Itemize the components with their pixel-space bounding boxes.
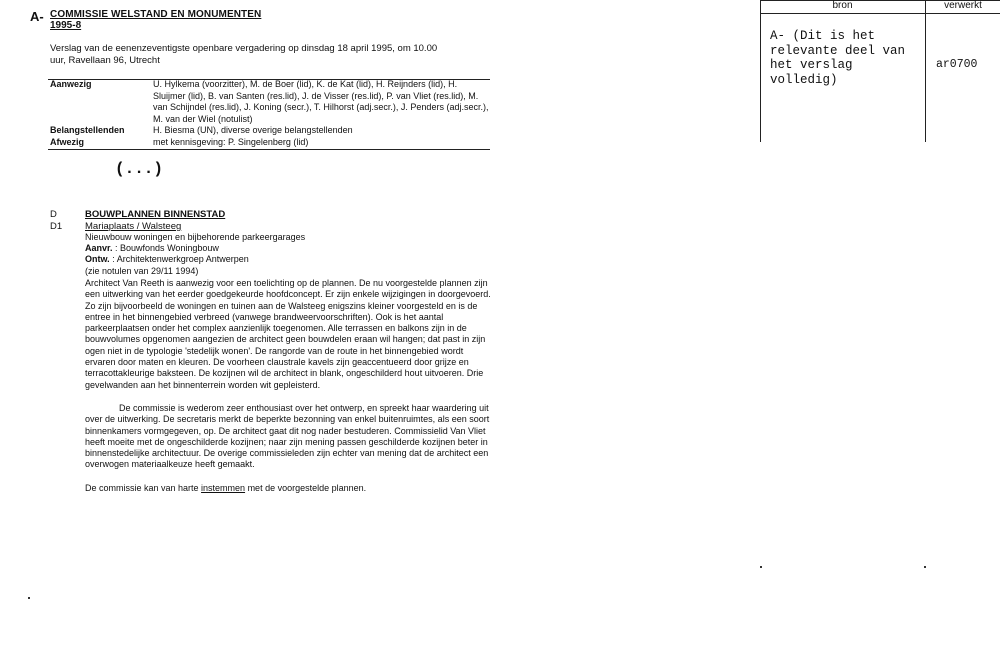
divider bbox=[48, 149, 490, 150]
attendance-label-interested: Belangstellenden bbox=[50, 125, 125, 135]
committee-opinion-paragraph: De commissie is wederom zeer enthousiast over het ontwerp, en spreekt haar waardering uit over de uitwerking. De secretaris merkt de beperkte bezonning van enkel buitenruimtes, als een soort binnenkamers vormgegeven, op. De architect gaat dit nog nader bestuderen. Commissielid Van Vliet heeft moeite met de ongeschilderde kozijnen; naar zijn mening passen geschilderde kozijnen beter in binnenstedelijke architectuur. De overige commissieleden zijn echter van mening dat de architect een overwogen materiaalkeuze heeft gemaakt. bbox=[85, 403, 490, 470]
column-header-processed: verwerkt bbox=[944, 0, 982, 11]
conclusion-text: met de voorgestelde plannen. bbox=[245, 483, 367, 493]
archive-reference: ar0700 bbox=[936, 58, 978, 71]
document-title: COMMISSIE WELSTAND EN MONUMENTEN bbox=[50, 9, 262, 20]
scan-speck bbox=[924, 566, 926, 568]
table-border bbox=[760, 0, 761, 142]
conclusion-text: De commissie kan van harte bbox=[85, 483, 202, 493]
subsection-code: D1 bbox=[50, 221, 63, 232]
omission-marker: (...) bbox=[115, 160, 164, 178]
designer-line bbox=[85, 254, 249, 264]
attendance-interested-list: H. Biesma (UN), diverse overige belangstellenden bbox=[153, 125, 353, 135]
applicant-label: Aanvr. bbox=[85, 243, 113, 253]
section-code: D bbox=[50, 209, 57, 220]
intro-line: uur, Ravellaan 96, Utrecht bbox=[50, 55, 160, 66]
designer-label: Ontw. bbox=[85, 254, 110, 264]
table-border bbox=[925, 0, 926, 142]
minutes-reference: (zie notulen van 29/11 1994) bbox=[85, 266, 199, 276]
attendance-label-absent: Afwezig bbox=[50, 137, 85, 147]
attendance-absent-list: met kennisgeving: P. Singelenberg (lid) bbox=[153, 137, 309, 147]
attendance-label-present: Aanwezig bbox=[50, 79, 92, 89]
applicant-line bbox=[85, 243, 219, 253]
applicant-value: : Bouwfonds Woningbouw bbox=[115, 243, 219, 253]
scan-speck bbox=[28, 597, 30, 599]
conclusion-emphasis: instemmen bbox=[201, 483, 246, 493]
section-title: BOUWPLANNEN BINNENSTAD bbox=[85, 209, 226, 220]
designer-value: : Architektenwerkgroep Antwerpen bbox=[112, 254, 249, 264]
architect-explanation-paragraph: Architect Van Reeth is aanwezig voor een toelichting op de plannen. De nu voorgestelde plannen zijn een uitwerking van het eerder goedgekeurde hoofdconcept. Er zijn enkele wijzigingen in doorgevoerd. Zo zijn bijvoorbeeld de woningen en tuinen aan de Walsteeg enigszins kleiner voorgesteld en is de entree in het binnengebied verbreed (vanwege brandweervoorschriften). Ook is het aantal parkeerplaatsen onder het complex aanzienlijk toegenomen. Alle terrassen en balkons zijn in de bouwvolumes opgenomen aangezien de architect geen bouwdelen eraan wil hangen; dat past in zijn ogen niet in de typologie 'stedelijk wonen'. De rangorde van de route in het binnengebied wordt ervaren door maten en kleuren. De voorheen claustrale kavels zijn geaccentueerd door grijze en terracottakleurige baksteen. De kozijnen wil de architect in blank, ongeschilderd hout uitvoeren. Drie gevelwanden aan het binnenterrein worden wit gepleisterd. bbox=[85, 278, 491, 390]
subsection-title: Mariaplaats / Walsteeg bbox=[85, 221, 182, 232]
document-number: 1995-8 bbox=[50, 20, 82, 31]
source-note: A- (Dit is het relevante deel van het verslag volledig) bbox=[770, 29, 906, 87]
conclusion-line bbox=[85, 483, 366, 493]
scan-speck bbox=[760, 566, 762, 568]
intro-line: Verslag van de eenenzeventigste openbare vergadering op dinsdag 18 april 1995, om 10.00 bbox=[50, 43, 438, 54]
section-marker: A- bbox=[30, 9, 44, 24]
table-border bbox=[760, 13, 1000, 14]
column-header-source: bron bbox=[832, 0, 853, 11]
attendance-present-list: U. Hylkema (voorzitter), M. de Boer (lid), K. de Kat (lid), H. Reijnders (lid), H. Sluijmer (lid), B. van Santen (res.lid), J. de Visser (res.lid), P. van Vliet (res.lid), M. van Schijndel (res.lid), J. Koning (secr.), T. Hilhorst (adj.secr.), J. Penders (adj.secr.), M. van der Wiel (notulist) bbox=[153, 79, 489, 124]
project-description: Nieuwbouw woningen en bijbehorende parkeergarages bbox=[85, 232, 306, 242]
